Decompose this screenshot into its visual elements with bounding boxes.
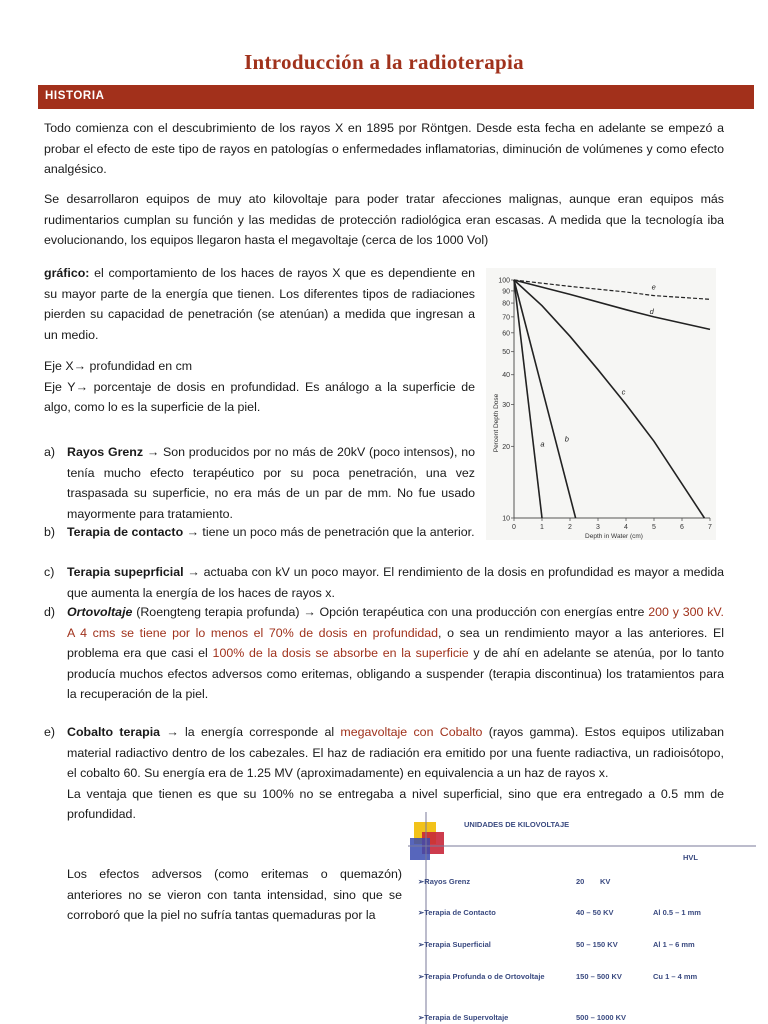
table-row-name: ➢Terapia de Supervoltaje xyxy=(418,1013,509,1022)
deco-square-blue xyxy=(410,838,430,860)
axis-x-text: Eje X→ profundidad en cm xyxy=(44,359,193,373)
item-d xyxy=(67,602,724,705)
chart-y-tick-label: 30 xyxy=(502,401,510,409)
table-hvl-header: HVL xyxy=(683,853,698,862)
chart-series-label-d: d xyxy=(649,306,654,316)
axis-description xyxy=(44,356,475,418)
chart-y-tick-label: 90 xyxy=(502,288,510,296)
table-row-kv: 500 – 1000 KV xyxy=(576,1013,627,1022)
item-d-text-1: (Roengteng terapia profunda) → Opción terapéutica con una producción con energías entre xyxy=(132,605,649,619)
chart-xlabel: Depth in Water (cm) xyxy=(585,533,643,540)
chart-x-tick-label: 0 xyxy=(512,524,516,531)
paragraph-intro: Todo comienza con el descubrimiento de los rayos X en 1895 por Röntgen. Desde esta fecha en adelante se empezó a probar el efecto de este tipo de rayos en patologías o enfermedades inflamatorias, diminución de volúmenes y como efecto analgésico. xyxy=(44,121,724,176)
item-c-head: Terapia supeprficial xyxy=(67,565,184,579)
axis-y-text: Eje Y→ porcentaje de dosis en profundidad. Es análogo a la superficie de algo, como lo es la superficie de la piel. xyxy=(44,379,475,414)
chart-y-tick-label: 80 xyxy=(502,300,510,308)
item-b-text: → tiene un poco más de penetración que la anterior. xyxy=(183,525,475,539)
item-d-head: Ortovoltaje xyxy=(67,605,133,619)
chart-y-tick-label: 70 xyxy=(502,314,510,322)
item-d-text-3: y de ahí en adelante se atenúa, por lo tanto producía muchos efectos adversos como eritemas, obligando a suspender (terapia discontinua) los tratamientos para la recuperación de la piel. xyxy=(67,646,724,701)
table-row-kv: 150 – 500 KV xyxy=(576,972,622,981)
item-b xyxy=(67,522,475,543)
chart-series-label-c: c xyxy=(621,387,626,397)
table-row-hvl: Al 0.5 – 1 mm xyxy=(653,908,701,917)
chart-x-tick-label: 4 xyxy=(624,524,628,531)
item-e-label: e) xyxy=(44,725,56,739)
paragraph-grafico xyxy=(44,263,475,345)
chart-background xyxy=(486,268,716,540)
paragraph-final: Los efectos adversos (como eritemas o quemazón) anteriores no se vieron con tanta intensidad, sino que se corroboró que la piel no sufría tantas quemaduras por la xyxy=(67,867,402,922)
item-c xyxy=(67,562,724,603)
chart-series-label-e: e xyxy=(651,282,656,292)
chart-x-tick-label: 5 xyxy=(652,524,656,531)
depth-dose-chart xyxy=(486,268,716,540)
item-d-label: d) xyxy=(44,605,56,619)
table-row-name: ➢Terapia Superficial xyxy=(418,940,491,949)
chart-x-tick-label: 1 xyxy=(540,524,544,531)
chart-y-tick-label: 60 xyxy=(502,330,510,338)
table-row-unit: KV xyxy=(600,877,611,886)
table-row-hvl: Al 1 – 6 mm xyxy=(653,940,695,949)
chart-x-tick-label: 7 xyxy=(708,524,712,531)
chart-x-tick-label: 2 xyxy=(568,524,572,531)
table-row-kv: 20 xyxy=(576,877,585,886)
item-e-text-3: La ventaja que tienen es que su 100% no se entregaba a nivel superficial, sino que era entregado a 0.5 mm de profundidad. xyxy=(67,786,724,821)
chart-series-label-a: a xyxy=(540,439,545,449)
chart-series-label-b: b xyxy=(564,434,569,444)
paragraph-equipment: Se desarrollaron equipos de muy ato kilovoltaje para poder tratar afecciones malignas, aunque eran equipos más rudimentarios cumplan su función y las medidas de protección radiológica eran escasas. A medida que la tecnología iba evolucionando, los equipos llegaron hasta el megavoltaje (cerca de los 1000 Vol) xyxy=(44,192,724,247)
item-c-text: → actuaba con kV un poco mayor. El rendimiento de la dosis en profundidad es mayor a medida que aumenta la energía de los haces de rayos x. xyxy=(67,565,724,600)
item-d-highlight-2: 100% de la dosis se absorbe en la superficie xyxy=(212,646,469,660)
item-e-head: Cobalto terapia xyxy=(67,725,161,739)
item-e-text-2: (rayos gamma). Estos equipos utilizaban material radiactivo dentro de los cabezales. El haz de radiación era emitido por una fuente radiactiva, un radioisótopo, el cobalto 60. Su energía era de 1.25 MV (aproximadamente) en equivalencia a un haz de rayos x. xyxy=(67,725,724,780)
chart-ylabel: Percent Depth Dose xyxy=(493,393,500,453)
chart-y-tick-label: 50 xyxy=(502,349,510,357)
item-d-highlight-1: 200 y 300 kV. A 4 cms se tiene por lo menos el 70% de dosis en profundidad xyxy=(67,605,724,640)
item-a-head: Rayos Grenz xyxy=(67,445,144,459)
table-row-name: ➢Terapia de Contacto xyxy=(418,908,496,917)
page-title: Introducción a la radioterapia xyxy=(244,50,524,74)
table-row-name: ➢Terapia Profunda o de Ortovoltaje xyxy=(418,972,545,981)
table-row-kv: 40 – 50 KV xyxy=(576,908,614,917)
item-a xyxy=(67,442,475,524)
item-a-label: a) xyxy=(44,445,56,459)
item-c-label: c) xyxy=(44,565,55,579)
kilovoltage-table xyxy=(404,808,756,1024)
item-b-head: Terapia de contacto xyxy=(67,525,184,539)
chart-x-tick-label: 3 xyxy=(596,524,600,531)
table-title: UNIDADES DE KILOVOLTAJE xyxy=(464,820,570,829)
chart-y-tick-label: 10 xyxy=(502,515,510,523)
section-title: HISTORIA xyxy=(45,90,105,102)
table-row-name: ➢Rayos Grenz xyxy=(418,877,471,886)
item-d-text-2: , o sea un rendimiento mayor a las anteriores. El problema era que casi el xyxy=(67,625,724,660)
table-row-hvl: Cu 1 – 4 mm xyxy=(653,972,698,981)
chart-y-tick-label: 100 xyxy=(498,277,510,285)
chart-y-tick-label: 40 xyxy=(502,372,510,380)
item-b-label: b) xyxy=(44,525,56,539)
item-e-text-1: → la energía corresponde al xyxy=(160,725,341,739)
chart-x-tick-label: 6 xyxy=(680,524,684,531)
item-a-text: → Son producidos por no más de 20kV (poco intensos), no tenía mucho efecto terapéutico por su poca penetración, una vez traspasada su superficie, no era más de un par de mm. No fue usado mayormente para tratamiento. xyxy=(67,445,475,521)
item-e-highlight: megavoltaje con Cobalto xyxy=(340,725,483,739)
grafico-label: gráfico: xyxy=(44,266,90,280)
chart-y-tick-label: 20 xyxy=(502,443,510,451)
table-row-kv: 50 – 150 KV xyxy=(576,940,618,949)
section-banner xyxy=(38,85,754,109)
grafico-text: el comportamiento de los haces de rayos X que es dependiente en su mayor parte de la energía que tienen. Los diferentes tipos de radiaciones pierden su capacidad de penetración (se atenúan) a medida que ingresan a un medio. xyxy=(44,266,475,342)
